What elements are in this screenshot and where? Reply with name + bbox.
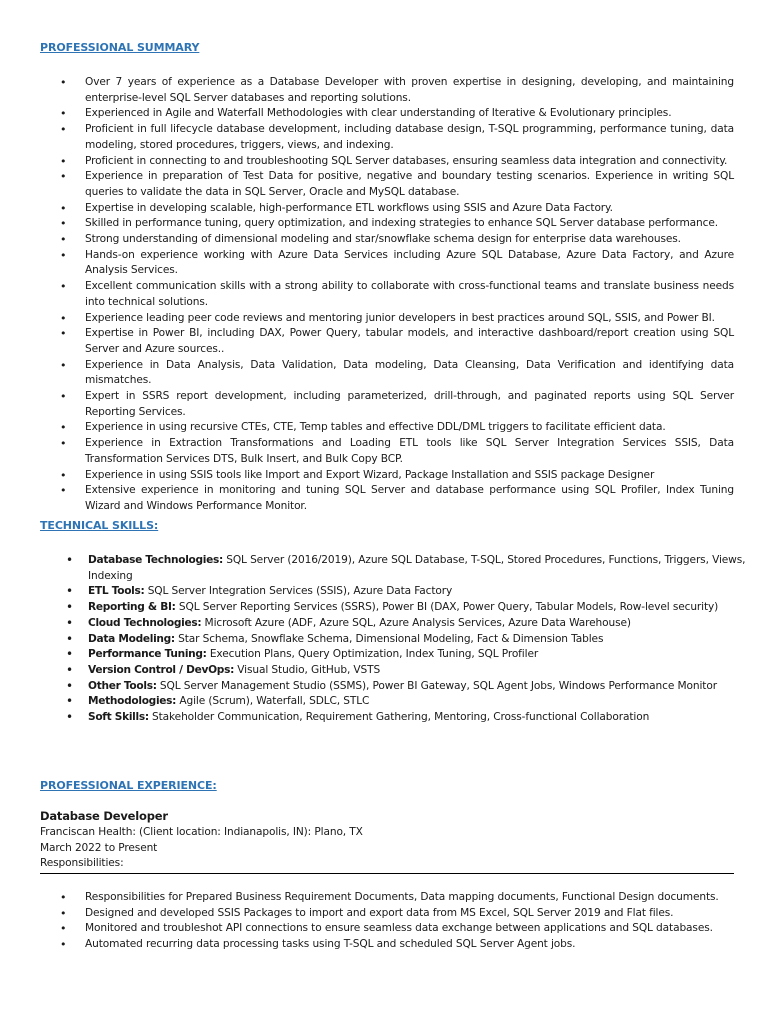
professional-experience-heading: PROFESSIONAL EXPERIENCE: (40, 779, 217, 792)
responsibility-item: • Designed and developed SSIS Packages to import and export data from MS Excel, SQL Server 2019 and Flat files. (40, 906, 734, 922)
summary-item: • Experience in using SSIS tools like Import and Export Wizard, Package Installation and SSIS package Designer (40, 468, 734, 484)
skill-value: SQL Server Management Studio (SSMS), Power BI Gateway, SQL Agent Jobs, Windows Performance Monitor (156, 679, 717, 692)
skill-value: Agile (Scrum), Waterfall, SDLC, STLC (176, 695, 370, 708)
summary-list (40, 75, 734, 515)
summary-item: • Extensive experience in monitoring and tuning SQL Server and database performance using SQL Profiler, Index Tuning Wizard and Windows Performance Monitor. (40, 483, 734, 514)
summary-item: • Experience leading peer code reviews and mentoring junior developers in best practices around SQL, SSIS, and Power BI. (40, 311, 734, 327)
skill-label: Cloud Technologies: (88, 616, 202, 629)
skill-value: SQL Server Integration Services (SSIS), Azure Data Factory (144, 585, 453, 598)
skill-label: ETL Tools: (88, 585, 145, 598)
summary-item: • Expertise in developing scalable, high-performance ETL workflows using SSIS and Azure Data Factory. (40, 201, 734, 217)
responsibility-item: • Responsibilities for Prepared Business Requirement Documents, Data mapping documents, Functional Design documents. (40, 890, 734, 906)
skill-item (66, 600, 746, 616)
skill-label: Methodologies: (88, 695, 177, 708)
skill-label: Performance Tuning: (88, 648, 207, 661)
skill-item (66, 647, 746, 663)
responsibilities-list (40, 890, 734, 953)
skill-label: Reporting & BI: (88, 601, 176, 614)
summary-item: • Strong understanding of dimensional modeling and star/snowflake schema design for enterprise data warehouses. (40, 232, 734, 248)
job-dates: March 2022 to Present (40, 842, 158, 854)
summary-item: • Excellent communication skills with a strong ability to collaborate with cross-functional teams and translate business needs into technical solutions. (40, 279, 734, 310)
summary-item: • Over 7 years of experience as a Database Developer with proven expertise in designing, developing, and maintaining enterprise-level SQL Server databases and reporting solutions. (40, 75, 734, 106)
skill-item (66, 584, 746, 600)
skill-item (66, 694, 746, 710)
skill-item (66, 679, 746, 695)
responsibility-item: • Monitored and troubleshot API connections to ensure seamless data exchange between applications and SQL databases. (40, 921, 734, 937)
skill-label: Database Technologies: (88, 554, 223, 566)
skill-item (66, 710, 746, 726)
responsibilities-label: Responsibilities: (40, 857, 124, 869)
skill-item (66, 616, 746, 632)
summary-item: • Experience in using recursive CTEs, CTE, Temp tables and effective DDL/DML triggers to facilitate efficient data. (40, 420, 734, 436)
skill-label: Data Modeling: (88, 632, 175, 645)
summary-item: • Proficient in full lifecycle database development, including database design, T-SQL programming, performance tuning, data modeling, stored procedures, triggers, views, and indexing. (40, 122, 734, 153)
section-divider (40, 873, 734, 874)
client-line: Franciscan Health: (Client location: Indianapolis, IN): Plano, TX (40, 826, 363, 838)
skill-label: Other Tools: (88, 679, 157, 692)
skill-value: Star Schema, Snowflake Schema, Dimensional Modeling, Fact & Dimension Tables (174, 632, 604, 645)
summary-item: • Proficient in connecting to and troubleshooting SQL Server databases, ensuring seamless data integration and connectivity. (40, 154, 734, 170)
skill-value: Visual Studio, GitHub, VSTS (234, 663, 381, 676)
skill-item (66, 663, 746, 679)
summary-item: • Experience in Extraction Transformations and Loading ETL tools like SQL Server Integration Services SSIS, Data Transformation Services DTS, Bulk Insert, and Bulk Copy BCP. (40, 436, 734, 467)
skill-label: Soft Skills: (88, 711, 149, 724)
skill-value: Execution Plans, Query Optimization, Index Tuning, SQL Profiler (206, 648, 539, 661)
professional-summary-heading: PROFESSIONAL SUMMARY (40, 41, 200, 54)
responsibility-item: • Automated recurring data processing tasks using T-SQL and scheduled SQL Server Agent jobs. (40, 937, 734, 953)
summary-item: • Hands-on experience working with Azure Data Services including Azure SQL Database, Azure Data Factory, and Azure Analysis Services. (40, 248, 734, 279)
technical-skills-heading: TECHNICAL SKILLS: (40, 519, 159, 532)
skill-item (66, 553, 746, 584)
skill-value: SQL Server (2016/2019), Azure SQL Database, T-SQL, Stored Procedures, Functions, Triggers, Views, Indexing (88, 554, 746, 582)
summary-item: • Expert in SSRS report development, including parameterized, drill-through, and paginated reports using SQL Server Reporting Services. (40, 389, 734, 420)
summary-item: • Experience in preparation of Test Data for positive, negative and boundary testing scenarios. Experience in writing SQL queries to validate the data in SQL Server, Oracle and MySQL database. (40, 169, 734, 200)
summary-item: • Skilled in performance tuning, query optimization, and indexing strategies to enhance SQL Server database performance. (40, 216, 734, 232)
job-title: Database Developer (40, 809, 168, 823)
skill-value: SQL Server Reporting Services (SSRS), Power BI (DAX, Power Query, Tabular Models, Row-level security) (175, 601, 719, 614)
summary-item: • Experienced in Agile and Waterfall Methodologies with clear understanding of Iterative & Evolutionary principles. (40, 106, 734, 122)
skill-item (66, 632, 746, 648)
skill-value: Microsoft Azure (ADF, Azure SQL, Azure Analysis Services, Azure Data Warehouse) (201, 616, 631, 629)
skill-label: Version Control / DevOps: (88, 663, 235, 676)
summary-item: • Expertise in Power BI, including DAX, Power Query, tabular models, and interactive dashboard/report creation using SQL Server and Azure sources.. (40, 326, 734, 357)
summary-item: • Experience in Data Analysis, Data Validation, Data modeling, Data Cleansing, Data Verification and identifying data mismatches. (40, 358, 734, 389)
skills-list (66, 553, 746, 726)
skill-value: Stakeholder Communication, Requirement Gathering, Mentoring, Cross-functional Collaboration (148, 711, 650, 724)
